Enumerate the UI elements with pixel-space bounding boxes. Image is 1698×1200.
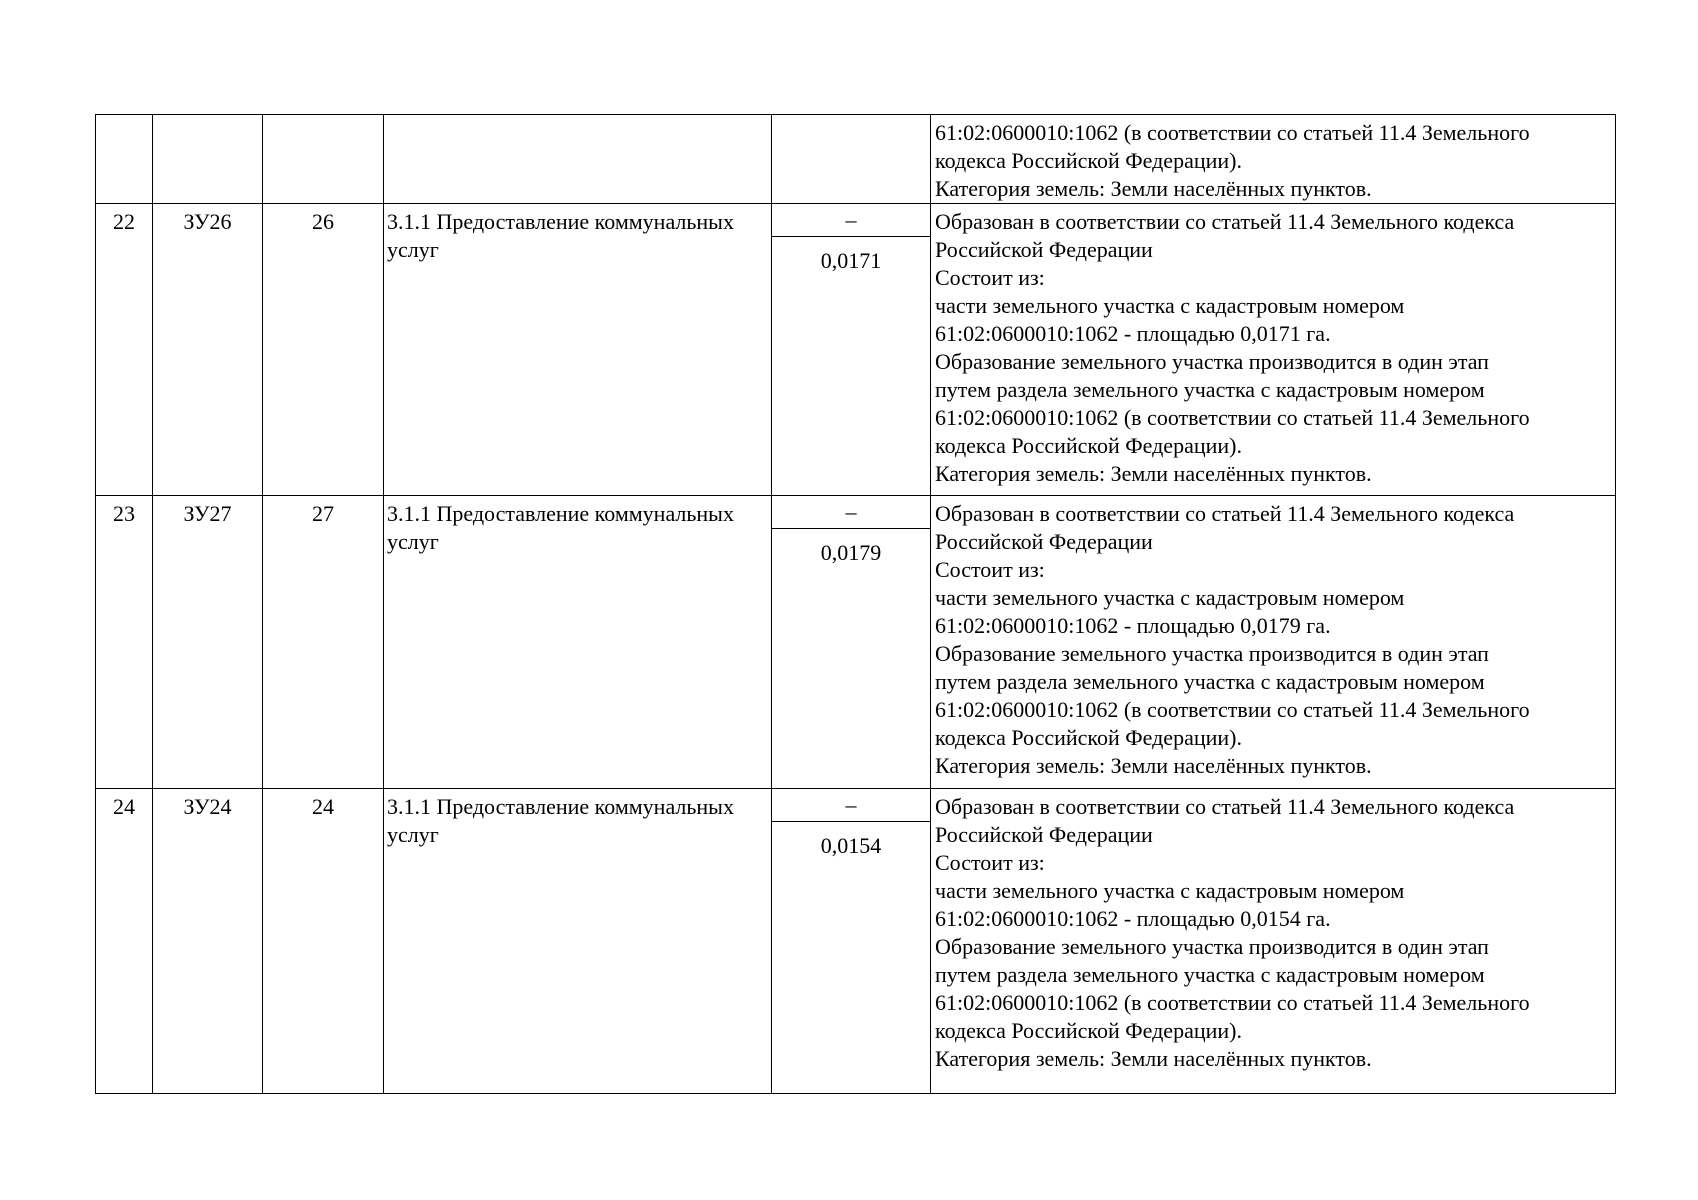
description-line: Образован в соответствии со статьей 11.4 Земельного кодекса bbox=[935, 209, 1515, 234]
description-line: кодекса Российской Федерации). bbox=[935, 148, 1242, 173]
area-existing: – bbox=[772, 496, 930, 529]
cell-use: 3.1.1 Предоставление коммунальных услуг bbox=[384, 204, 772, 496]
cell-no: 27 bbox=[263, 496, 384, 789]
area-value: 0,0179 bbox=[820, 540, 882, 565]
description-line: части земельного участка с кадастровым номером bbox=[935, 878, 1405, 903]
cell-num: 24 bbox=[96, 789, 153, 1094]
description-line: 61:02:0600010:1062 (в соответствии со статьей 11.4 Земельного bbox=[935, 990, 1530, 1015]
description-line: Образование земельного участка производится в один этап bbox=[935, 934, 1489, 959]
cell-no: 24 bbox=[263, 789, 384, 1094]
cell-use: 3.1.1 Предоставление коммунальных услуг bbox=[384, 496, 772, 789]
description-line: Российской Федерации bbox=[935, 237, 1153, 262]
cell-description bbox=[931, 204, 1616, 496]
description-line: кодекса Российской Федерации). bbox=[935, 725, 1242, 750]
description-line: части земельного участка с кадастровым номером bbox=[935, 585, 1405, 610]
cell-description bbox=[931, 496, 1616, 789]
description-line: Образован в соответствии со статьей 11.4 Земельного кодекса bbox=[935, 501, 1515, 526]
description-line: Категория земель: Земли населённых пунктов. bbox=[935, 1046, 1372, 1071]
area-existing: – bbox=[772, 204, 930, 237]
table-row bbox=[96, 789, 1616, 1094]
description-line: кодекса Российской Федерации). bbox=[935, 433, 1242, 458]
table-row bbox=[96, 204, 1616, 496]
area-value: 0,0154 bbox=[820, 833, 882, 858]
description-line: Категория земель: Земли населённых пунктов. bbox=[935, 461, 1372, 486]
cell-area bbox=[772, 115, 931, 204]
cell-area bbox=[772, 789, 931, 1094]
description-line: Состоит из: bbox=[935, 557, 1045, 582]
cell-num bbox=[96, 115, 153, 204]
description-line: 61:02:0600010:1062 - площадью 0,0154 га. bbox=[935, 906, 1331, 931]
description-line: 61:02:0600010:1062 (в соответствии со статьей 11.4 Земельного bbox=[935, 697, 1530, 722]
description-line: Категория земель: Земли населённых пунктов. bbox=[935, 753, 1372, 778]
cell-num: 23 bbox=[96, 496, 153, 789]
area-value: 0,0171 bbox=[820, 248, 882, 273]
description-line: Категория земель: Земли населённых пунктов. bbox=[935, 176, 1372, 201]
description-line: путем раздела земельного участка с кадастровым номером bbox=[935, 377, 1485, 402]
cell-area bbox=[772, 496, 931, 789]
description-line: Образование земельного участка производится в один этап bbox=[935, 349, 1489, 374]
cell-code: ЗУ26 bbox=[153, 204, 263, 496]
description-line: Российской Федерации bbox=[935, 529, 1153, 554]
description-line: части земельного участка с кадастровым номером bbox=[935, 293, 1405, 318]
cell-code: ЗУ27 bbox=[153, 496, 263, 789]
cell-no: 26 bbox=[263, 204, 384, 496]
cell-description bbox=[931, 115, 1616, 204]
cell-code bbox=[153, 115, 263, 204]
cell-use bbox=[384, 115, 772, 204]
table-row-continuation bbox=[96, 115, 1616, 204]
description-line: Состоит из: bbox=[935, 265, 1045, 290]
cell-code: ЗУ24 bbox=[153, 789, 263, 1094]
cell-use: 3.1.1 Предоставление коммунальных услуг bbox=[384, 789, 772, 1094]
description-line: Образован в соответствии со статьей 11.4 Земельного кодекса bbox=[935, 794, 1515, 819]
cell-no bbox=[263, 115, 384, 204]
table-row bbox=[96, 496, 1616, 789]
description-line: Российской Федерации bbox=[935, 822, 1153, 847]
description-line: 61:02:0600010:1062 - площадью 0,0171 га. bbox=[935, 321, 1331, 346]
description-line: Состоит из: bbox=[935, 850, 1045, 875]
cell-area bbox=[772, 204, 931, 496]
description-line: Образование земельного участка производится в один этап bbox=[935, 641, 1489, 666]
land-plots-table bbox=[95, 114, 1616, 1094]
cell-num: 22 bbox=[96, 204, 153, 496]
area-existing: – bbox=[772, 789, 930, 822]
description-line: кодекса Российской Федерации). bbox=[935, 1018, 1242, 1043]
description-line: 61:02:0600010:1062 (в соответствии со статьей 11.4 Земельного bbox=[935, 405, 1530, 430]
cell-description bbox=[931, 789, 1616, 1094]
description-line: путем раздела земельного участка с кадастровым номером bbox=[935, 669, 1485, 694]
description-line: 61:02:0600010:1062 (в соответствии со статьей 11.4 Земельного bbox=[935, 120, 1530, 145]
description-line: путем раздела земельного участка с кадастровым номером bbox=[935, 962, 1485, 987]
description-line: 61:02:0600010:1062 - площадью 0,0179 га. bbox=[935, 613, 1331, 638]
